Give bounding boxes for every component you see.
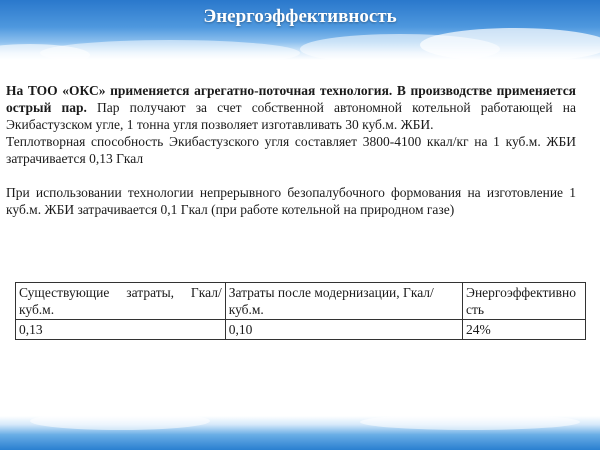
paragraph-technology-bold: На ТОО «ОКС» применяется агрегатно-поточная технология. В производстве применяется острый пар. [6, 83, 576, 115]
header-existing-costs: Существующие затраты, Гкал/куб.м. [16, 283, 226, 320]
cell-efficiency: 24% [463, 320, 586, 340]
paragraph-coal: Теплотворная способность Экибастузского угля составляет 3800-4100 ккал/кг на 1 куб.м. ЖБИ затрачивается 0,13 Гкал [6, 134, 576, 166]
cloud-decoration [360, 414, 580, 430]
slide-title: Энергоэффективность [203, 6, 397, 27]
cloud-decoration [30, 412, 210, 430]
header-efficiency: Энергоэффективность [463, 283, 586, 320]
efficiency-table [15, 282, 586, 340]
table-header-row [16, 283, 586, 320]
paragraph-technology-rest: Пар получают за счет собственной автономной котельной работающей на Экибастузском угле, 1 тонна угля позволяет изготавливать 30 куб.м. ЖБИ. [6, 100, 576, 132]
slide-body [6, 82, 576, 218]
header-banner [0, 0, 600, 60]
footer-banner [0, 416, 600, 450]
header-modernized-costs: Затраты после модернизации, Гкал/куб.м. [225, 283, 462, 320]
paragraph-new-technology: При использовании технологии непрерывного безопалубочного формования на изготовление 1 куб.м. ЖБИ затрачивается 0,1 Гкал (при работе котельной на природном газе) [6, 185, 576, 217]
paragraph-technology [6, 82, 576, 133]
cloud-decoration [420, 28, 600, 60]
cell-existing-costs: 0,13 [16, 320, 226, 340]
cell-modernized-costs: 0,10 [225, 320, 462, 340]
table-row [16, 320, 586, 340]
